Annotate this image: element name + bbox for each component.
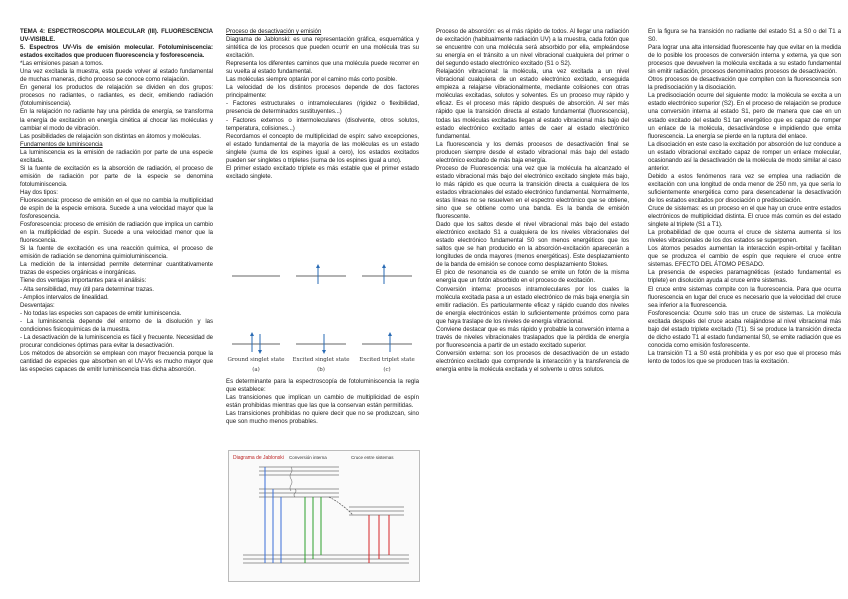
paragraph: Una vez excitada la muestra, esta puede volver al estado fundamental de muchas maneras, dicho proceso se conoce como relajación. [20, 68, 213, 84]
paragraph: En general los productos de relajación se dividen en dos grupos: procesos no radiantes, o radiantes, es decir, emitiendo radiación (fotoluminiscencia). [20, 84, 213, 108]
jablonski-label-ic: Conversión interna [289, 455, 327, 460]
paragraph: Las transiciones prohibidas no quiere decir que no se produzcan, sino que son mucho menos probables. [226, 410, 419, 426]
paragraph: Desventajas: [20, 301, 55, 309]
sub-c: (c) [383, 367, 391, 373]
jablonski-figure [228, 450, 420, 582]
paragraph: Las posibilidades de relajación son distintas en átomos y moléculas. [20, 132, 201, 140]
label-ground: Ground singlet state [227, 357, 285, 363]
paragraph: La luminiscencia es la emisión de radiación por parte de una especie excitada. [20, 148, 213, 164]
sub-a: (a) [252, 367, 260, 373]
paragraph: Debido a estos fenómenos rara vez se emplea una radiación de excitación con una longitud de onda menor de 250 nm, ya que sería lo suficientemente energética como para desencadenar la desactivación de los estados excitados por disociación o predisociación. [648, 172, 841, 204]
paragraph: El cruce entre sistemas compite con la fluorescencia. Para que ocurra fluorescencia en lugar del cruce es necesario que la velocidad del cruce sea inferior a la fluorescencia. [648, 285, 841, 309]
paragraph: Las moléculas siempre optarán por el camino más corto posible. [226, 76, 397, 84]
paragraph: TEMA 4: ESPECTROSCOPÍA MOLECULAR (III). FLUORESCENCIA UV-VISIBLE. [20, 28, 213, 44]
jablonski-diagram [229, 451, 419, 581]
paragraph: La velocidad de los distintos procesos depende de dos factores principalmente: [226, 84, 419, 100]
paragraph: La predisociación ocurre del siguiente modo: la molécula se excita a un estado electrónico superior (S2). En el proceso de relajación se produce una conversión interna al estado S1, pero de manera que cae en un estado excitado del estado S1 tan energético que es capaz de romper un enlace de la molécula, desactivándose e impidiendo que emita fluorescencia. La energía se pierde en la ruptura del enlace. [648, 92, 841, 140]
column-3 [436, 28, 629, 573]
paragraph: Dado que los saltos desde el nivel vibracional más bajo del estado electrónico excitado S1 a cualquiera de los niveles vibracionales del estado electrónico fundamental S0 son menos energéticos que los saltos que se han producido en la absorción-excitación aparecerán a longitudes de onda mayores (menos energéticas). Este desplazamiento de la banda de emisión se conoce como desplazamiento Stokes. [436, 221, 629, 269]
paragraph: - La luminiscencia depende del entorno de la disolución y las condiciones fisicoquímicas de la muestra. [20, 317, 213, 333]
paragraph: Fundamentos de luminiscencia [20, 140, 103, 148]
paragraph: La presencia de especies paramagnéticas (estado fundamental es triplete) en disolución ayuda al cruce entre sistemas. [648, 269, 841, 285]
paragraph: - Factores externos o intermoleculares (disolvente, otros solutos, temperatura, colisiones...) [226, 116, 419, 132]
paragraph: Hay dos tipos: [20, 188, 58, 196]
paragraph: 5. Espectros UV-Vis de emisión molecular. Fotoluminiscencia: estados excitados que producen fluorescencia y fosforescencia. [20, 44, 213, 60]
paragraph: La medición de la intensidad permite determinar cuantitativamente trazas de especies orgánicas e inorgánicas. [20, 261, 213, 277]
paragraph: El pico de resonancia es de cuando se emite un fotón de la misma energía que un fotón absorbido en el proceso de excitación. [436, 269, 629, 285]
paragraph: Conviene destacar que es más rápido y probable la conversión interna a través de niveles vibracionales traslapados que la pérdida de energía por fluorescencia a partir de un estado excitado superior. [436, 325, 629, 349]
column-2-lower [226, 378, 419, 426]
paragraph: Los átomos pesados aumentan la interacción espín-orbital y facilitan que se produzca el cambio de espín que requiere el cruce entre sistemas. EFECTO DEL ÁTOMO PESADO. [648, 245, 841, 269]
paragraph: La transición T1 a S0 está prohibida y es por eso que el proceso más lento de todos los que se producen tras la excitación. [648, 349, 841, 365]
paragraph: - Factores estructurales o intramoleculares (rigidez o flexibilidad, presencia de determinados sustituyentes...) [226, 100, 419, 116]
column-1 [20, 28, 213, 528]
sub-b: (b) [317, 367, 325, 373]
paragraph: Representa los diferentes caminos que una molécula puede recorrer en su vuelta al estado fundamental. [226, 60, 419, 76]
paragraph: - No todas las especies son capaces de emitir luminiscencia. [20, 309, 182, 317]
paragraph: Diagrama de Jablonski: es una representación gráfica, esquemática y sintética de los procesos que pueden ocurrir en una molécula tras su excitación. [226, 36, 419, 60]
paragraph: Conversión interna: procesos intramoleculares por los cuales la molécula excitada pasa a un estado electrónico de más baja energía sin emitir radiación. Es particularmente eficaz y rápido cuando dos niveles de energía electrónicos están lo suficientemente próximos como para que haya traslape de los niveles de energía vibracional. [436, 285, 629, 325]
column-2 [226, 28, 419, 246]
paragraph: En la relajación no radiante hay una pérdida de energía, se transforma la energía de excitación en energía cinética al chocar las moléculas y cambiar el modo de vibración. [20, 108, 213, 132]
paragraph: Las transiciones que implican un cambio de multiplicidad de espín están prohibidas mientras que las que la conservan están permitidas. [226, 394, 419, 410]
paragraph: La disociación en este caso la excitación por absorción de luz conduce a un estado vibracional excitado capaz de romper un enlace molecular, ocasionando así la desactivación de la molécula de modo similar al caso anterior. [648, 140, 841, 172]
spin-state-diagram [226, 248, 420, 378]
paragraph: Tiene dos ventajas importantes para el análisis: [20, 277, 147, 285]
paragraph: Fosforescencia: proceso de emisión de radiación que implica un cambio en la multiplicidad de espín. Sucede a una velocidad menor que la fluorescencia. [20, 221, 213, 245]
paragraph: Cruce de sistemas: es un proceso en el que hay un cruce entre estados electrónicos de multiplicidad distinta. El cruce más común es del estado singlete al triplete (S1 a T1). [648, 205, 841, 229]
paragraph: *Las emisiones pasan a tomos. [20, 60, 104, 68]
paragraph: Es determinante para la espectroscopía de fotoluminiscencia la regla que establece: [226, 378, 419, 394]
paragraph: Recordamos el concepto de multiplicidad de espín: salvo excepciones, el estado fundamental de la mayoría de las moléculas es un estado singlete (suma de los espines igual a cero), los estados excitados pueden ser singletes o tripletes (suma de los espines igual a uno). [226, 132, 419, 164]
paragraph: - Amplios intervalos de linealidad. [20, 293, 109, 301]
paragraph: Proceso de absorción: es el más rápido de todos. Al llegar una radiación de excitación (habitualmente radiación UV) a la muestra, cada fotón que se encuentre con una molécula será absorbido por ella, empleándose su energía en el tránsito a un nivel vibracional cualquiera del primer o del segundo estado electrónico excitado (S1 o S2). [436, 28, 629, 68]
paragraph: Los métodos de absorción se emplean con mayor frecuencia porque la cantidad de especies que absorben en el UV-Vis es mucho mayor que las especies capaces de emitir luminiscencia tras dicha absorción. [20, 349, 213, 373]
paragraph: En la figura se ha transición no radiante del estado S1 a S0 o del T1 a S0. [648, 28, 841, 44]
paragraph: Proceso de desactivación y emisión [226, 28, 322, 35]
paragraph: Si la fuente de excitación es la absorción de radiación, el proceso de emisión de radiación por parte de la especie se denomina fotoluminiscencia. [20, 164, 213, 188]
column-4 [648, 28, 841, 568]
paragraph: - La desactivación de la luminiscencia es fácil y frecuente. Necesidad de procurar condiciones óptimas para evitar la desactivación. [20, 333, 213, 349]
label-excited-triplet: Excited triplet state [359, 357, 415, 363]
paragraph: Para lograr una alta intensidad fluorescente hay que evitar en la medida de lo posible los procesos de conversión interna y externa, ya que son procesos que devuelven la molécula excitada a su estado fundamental sin emitir radiación, procesos denominados procesos de desactivación. [648, 44, 841, 76]
paragraph: Relajación vibracional: la molécula, una vez excitada a un nivel vibracional cualquiera de un estado electrónico excitado, enseguida empieza a relajarse vibracionalmente, mediante colisiones con otras moléculas excitadas, solutos y solventes. Es un proceso muy rápido y eficaz. Es el proceso más rápido después de absorción. Al ser más rápido que la transición directa al estado fundamental (fluorescencia), todas las moléculas excitadas llegan al estado vibracional más bajo del estado electrónico excitado antes de caer al estado electrónico fundamental. [436, 68, 629, 140]
jablonski-label-isc: Cruce entre sistemas [351, 455, 394, 460]
spin-state-figure [226, 248, 420, 378]
paragraph: La probabilidad de que ocurra el cruce de sistema aumenta si los niveles vibracionales de los dos estados se superponen. [648, 229, 841, 245]
label-excited-singlet: Excited singlet state [292, 357, 350, 363]
paragraph: La fluorescencia y los demás procesos de desactivación final se producen siempre desde el estado vibracional más bajo del estado electrónico excitado de más baja energía. [436, 140, 629, 164]
paragraph: Conversión externa: son los procesos de desactivación de un estado electrónico excitado que comprende la interacción y la transferencia de energía entre la molécula excitada y el solvente u otros solutos. [436, 349, 629, 373]
paragraph: Fluorescencia: proceso de emisión en el que no cambia la multiplicidad de espín de la especie emisora. Sucede a una velocidad mayor que la fosforescencia. [20, 196, 213, 221]
paragraph: El primer estado excitado triplete es más estable que el primer estado excitado singlete. [226, 164, 419, 180]
paragraph: Si la fuente de excitación es una reacción química, el proceso de emisión de radiación se denomina quimioluminiscencia. [20, 245, 213, 261]
paragraph: Otros procesos de desactivación que compiten con la fluorescencia son la predisociación y la disociación. [648, 76, 841, 92]
paragraph: Proceso de Fluorescencia: una vez que la molécula ha alcanzado el estado vibracional más bajo del electrónico excitado singlete más bajo, lo más rápido es que ocurra la transición directa a cualquiera de los estados vibracionales del estado electrónico fundamental. Normalmente, estas líneas no se resuelven en el espectro electrónico que se obtiene, sino que se obtiene como una banda. Es la banda de emisión fluorescente. [436, 164, 629, 221]
paragraph: Fosforescencia: Ocurre solo tras un cruce de sistemas. La molécula excitada después del cruce acaba relajándose al nivel vibracional más bajo del estado triplete excitado (T1). Si se produce la transición directa de dicho estado T1 al estado fundamental S0, se emite radiación que es conocida como emisión fosforescente. [648, 309, 841, 349]
paragraph: - Alta sensibilidad, muy útil para determinar trazas. [20, 285, 154, 293]
jablonski-title: Diagrama de Jablonski [233, 455, 284, 461]
